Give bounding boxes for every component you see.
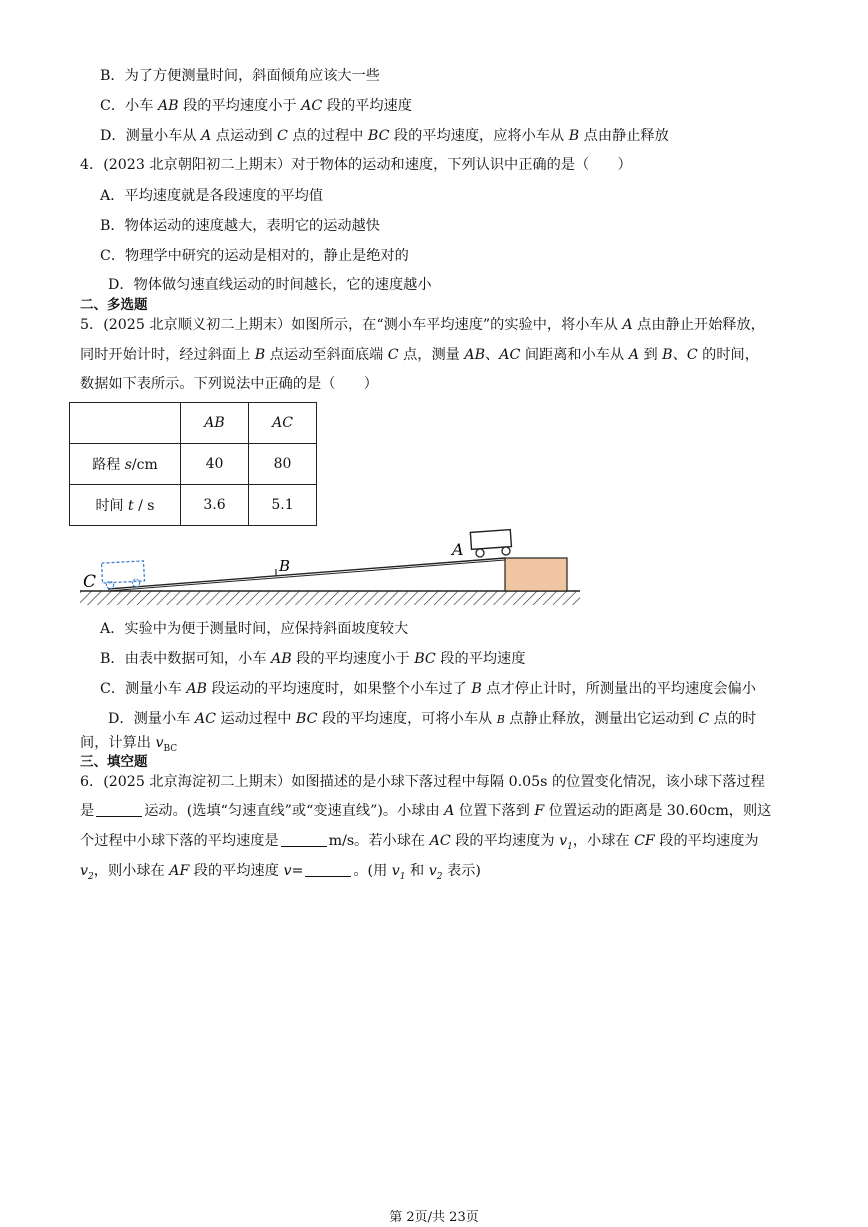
ground-hatching [80,591,580,605]
q5-option-b: B．由表中数据可知，小车 AB 段的平均速度小于 BC 段的平均速度 [100,651,526,667]
q5-stem-line1: 5．(2025 北京顺义初二上期末）如图所示，在“测小车平均速度”的实验中，将小车从 A 点由静止开始释放， [80,317,765,333]
answer-blank-2[interactable] [281,832,327,847]
table-row [70,485,317,526]
table-cell: 40 [181,444,249,485]
q3-option-c: C．小车 AB 段的平均速度小于 AC 段的平均速度 [100,98,412,114]
table-header-ac: AC [249,403,317,444]
q6-stem-line2: 是 运动。(选填“匀速直线”或“变速直线”)。小球由 A 位置下落到 F 位置运动的距离是 30.60cm，则这 [80,803,772,819]
section-heading-multiple-choice: 二、多选题 [80,297,148,313]
q3-option-d: D．测量小车从 A 点运动到 C 点的过程中 BC 段的平均速度，应将小车从 B 点由静止释放 [100,128,669,144]
q5-data-table [69,402,317,526]
label-b: B [279,557,291,575]
label-a: A [452,540,464,559]
support-block [505,558,567,591]
table-header-row [70,403,317,444]
table-cell: 3.6 [181,485,249,526]
table-row-label-time: 时间 t / s [70,485,181,526]
q5-option-c: C．测量小车 AB 段运动的平均速度时，如果整个小车过了 B 点才停止计时，所测量出的平均速度会偏小 [100,681,756,697]
q6-stem-line1: 6．(2025 北京海淀初二上期末）如图描述的是小球下落过程中每隔 0.05s 的位置变化情况，该小球下落过程 [80,774,765,790]
table-header-empty [70,403,181,444]
q4-option-c: C．物理学中研究的运动是相对的，静止是绝对的 [100,248,409,264]
answer-blank-3[interactable] [305,862,351,877]
slope-top [108,558,505,589]
q5-stem-line3: 数据如下表所示。下列说法中正确的是（ ） [80,376,378,392]
page-number-footer: 第 2页/共 23页 [389,1210,479,1225]
inclined-plane-figure [78,525,588,611]
q4-option-d: D．物体做匀速直线运动的时间越长，它的速度越小 [108,277,432,293]
q4-option-a: A．平均速度就是各段速度的平均值 [100,188,324,204]
label-c: C [83,572,97,592]
q5-option-a: A．实验中为便于测量时间，应保持斜面坡度较大 [100,621,409,637]
cart-at-c-dashed [102,561,145,589]
slope-bottom [108,560,505,591]
q5-option-d-line1: D．测量小车 AC 运动过程中 BC 段的平均速度，可将小车从 B 点静止释放，测量出它运动到 C 点的时 [108,711,757,727]
answer-blank-1[interactable] [96,802,142,817]
table-header-ab: AB [181,403,249,444]
q3-option-b: B．为了方便测量时间，斜面倾角应该大一些 [100,68,380,84]
section-heading-fill-in: 三、填空题 [80,754,148,770]
table-cell: 80 [249,444,317,485]
q4-option-b: B．物体运动的速度越大，表明它的运动越快 [100,218,380,234]
q6-stem-line3: 个过程中小球下落的平均速度是 m/s。若小球在 AC 段的平均速度为 $v_1$，小球在 CF 段的平均速度为 [80,833,759,852]
q5-option-d-line2: 间，计算出 $v_{BC}$ [80,735,178,754]
q6-stem-line4: $v_2$，则小球在 AF 段的平均速度 v= 。(用 $v_1$ 和 $v_2$ 表示) [80,863,481,882]
cart-at-a [470,530,511,557]
q4-stem: 4．(2023 北京朝阳初二上期末）对于物体的运动和速度，下列认识中正确的是（ ） [80,157,632,173]
table-cell: 5.1 [249,485,317,526]
table-row-label-distance: 路程 s/cm [70,444,181,485]
table-row [70,444,317,485]
q5-stem-line2: 同时开始计时，经过斜面上 B 点运动至斜面底端 C 点，测量 AB、AC 间距离和小车从 A 到 B、C 的时间， [80,347,759,363]
